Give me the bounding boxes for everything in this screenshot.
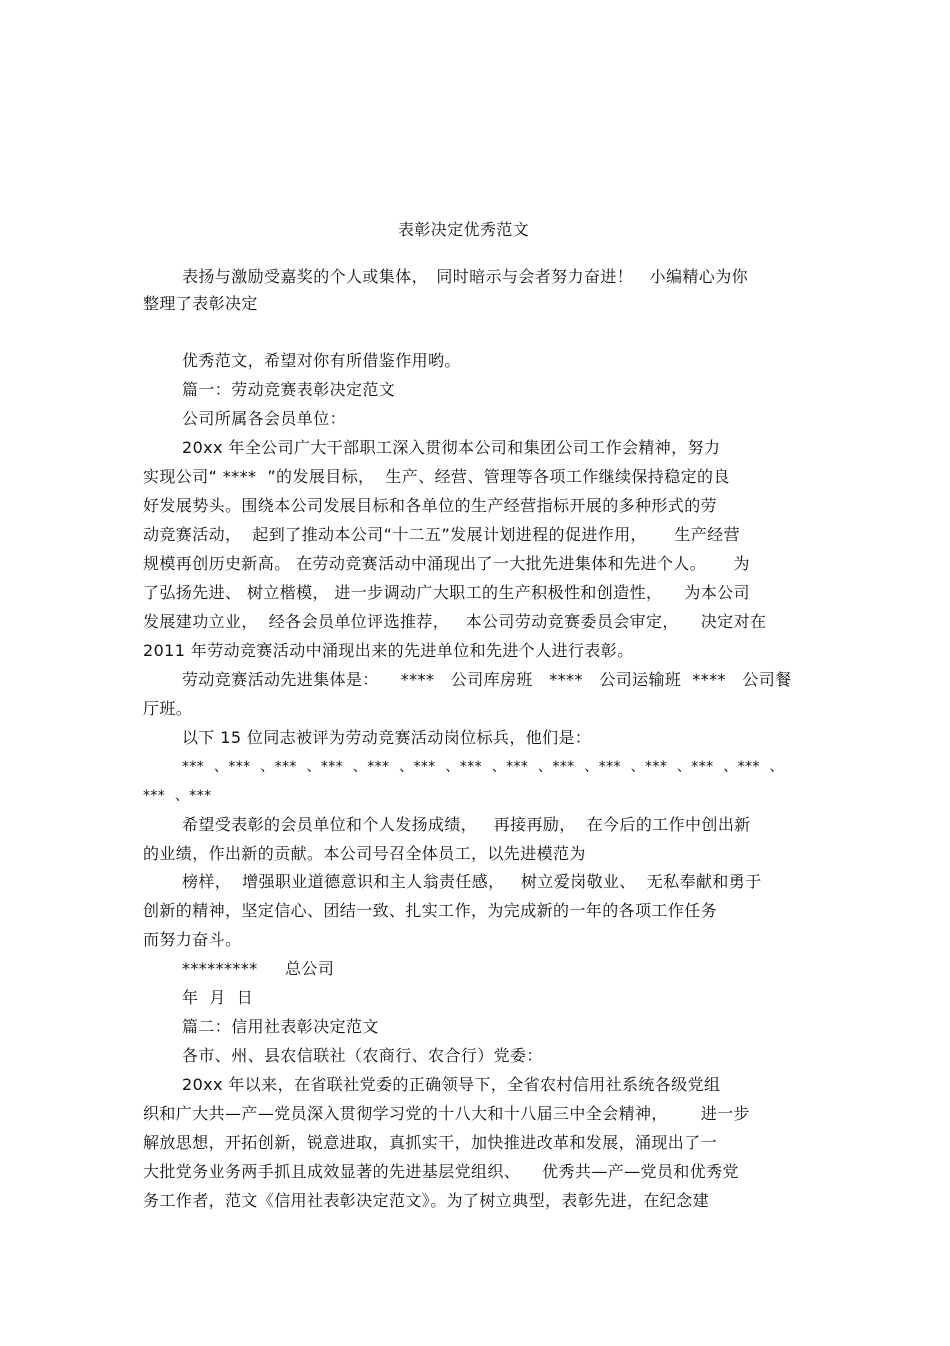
paragraph-line: 好发展势头。围绕本公司发展目标和各单位的生产经营指标开展的多种形式的劳 [143,496,718,515]
document-title: 表彰决定优秀范文 [398,220,530,239]
paragraph-line: 厅班。 [143,699,193,718]
name-list-line: *** 、*** 、*** 、*** 、*** 、*** 、*** 、*** 、*** 、*** 、*** 、*** 、*** 、 [182,759,784,775]
paragraph-line: 20xx 年以来，在省联社党委的正确领导下，全省农村信用社系统各级党组 [182,1075,721,1094]
paragraph-line: 榜样， 增强职业道德意识和主人翁责任感， 树立爱岗敬业、 无私奉献和勇于 [182,872,762,891]
paragraph-line: 以下 15 位同志被评为劳动竞赛活动岗位标兵，他们是： [182,728,592,747]
signature-line: ********* 总公司 [182,959,335,978]
paragraph-line: 希望受表彰的会员单位和个人发扬成绩， 再接再励， 在今后的工作中创出新 [182,815,751,834]
salutation: 各市、州、县农信联社（农商行、农合行）党委： [182,1046,543,1065]
paragraph-line: 20xx 年全公司广大干部职工深入贯彻本公司和集团公司工作会精神，努力 [182,438,721,457]
date-line: 年 月 日 [182,988,254,1007]
paragraph-line: 解放思想，开拓创新，锐意进取，真抓实干，加快推进改革和发展，涌现出了一 [143,1133,718,1152]
salutation: 公司所属各会员单位： [182,409,347,428]
paragraph-line: 大批党务业务两手抓且成效显著的先进基层党组织、 优秀共—产—党员和优秀党 [143,1162,739,1181]
paragraph-line: 表扬与激励受嘉奖的个人或集体， 同时暗示与会者努力奋进！ 小编精心为你 [182,267,749,286]
paragraph-line: 动竞赛活动， 起到了推动本公司“十二五”发展计划进程的促进作用， 生产经营 [143,525,740,544]
paragraph-line: 规模再创历史新高。 在劳动竞赛活动中涌现出了一大批先进集体和先进个人。 为 [143,554,750,573]
paragraph-line: 务工作者，范文《信用社表彰决定范文》。为了树立典型，表彰先进，在纪念建 [143,1191,710,1210]
paragraph-line: 整理了表彰决定 [143,294,258,313]
paragraph-line: 了弘扬先进、 树立楷模， 进一步调动广大职工的生产积极性和创造性， 为本公司 [143,583,750,602]
paragraph-line: 2011 年劳动竞赛活动中涌现出来的先进单位和先进个人进行表彰。 [143,641,634,660]
paragraph-line: 创新的精神，坚定信心、团结一致、扎实工作，为完成新的一年的各项工作任务 [143,901,718,920]
section-heading: 篇二：信用社表彰决定范文 [182,1017,379,1036]
paragraph-line: 发展建功立业， 经各会员单位评选推荐， 本公司劳动竞赛委员会审定， 决定对在 [143,612,767,631]
paragraph-line: 织和广大共—产—党员深入贯彻学习党的十八大和十八届三中全会精神， 进一步 [143,1104,750,1123]
paragraph-line: 而努力奋斗。 [143,930,242,949]
paragraph-line: 的业绩，作出新的贡献。本公司号召全体员工，以先进模范为 [143,844,586,863]
paragraph-line: 劳动竞赛活动先进集体是： **** 公司库房班 **** 公司运输班 **** 公司餐 [182,670,792,689]
paragraph-line: 实现公司“ **** ”的发展目标， 生产、经营、管理等各项工作继续保持稳定的良 [143,467,730,486]
paragraph-line: 优秀范文，希望对你有所借鉴作用哟。 [182,351,461,370]
section-heading: 篇一：劳动竞赛表彰决定范文 [182,380,396,399]
name-list-line: *** 、*** [143,788,212,804]
